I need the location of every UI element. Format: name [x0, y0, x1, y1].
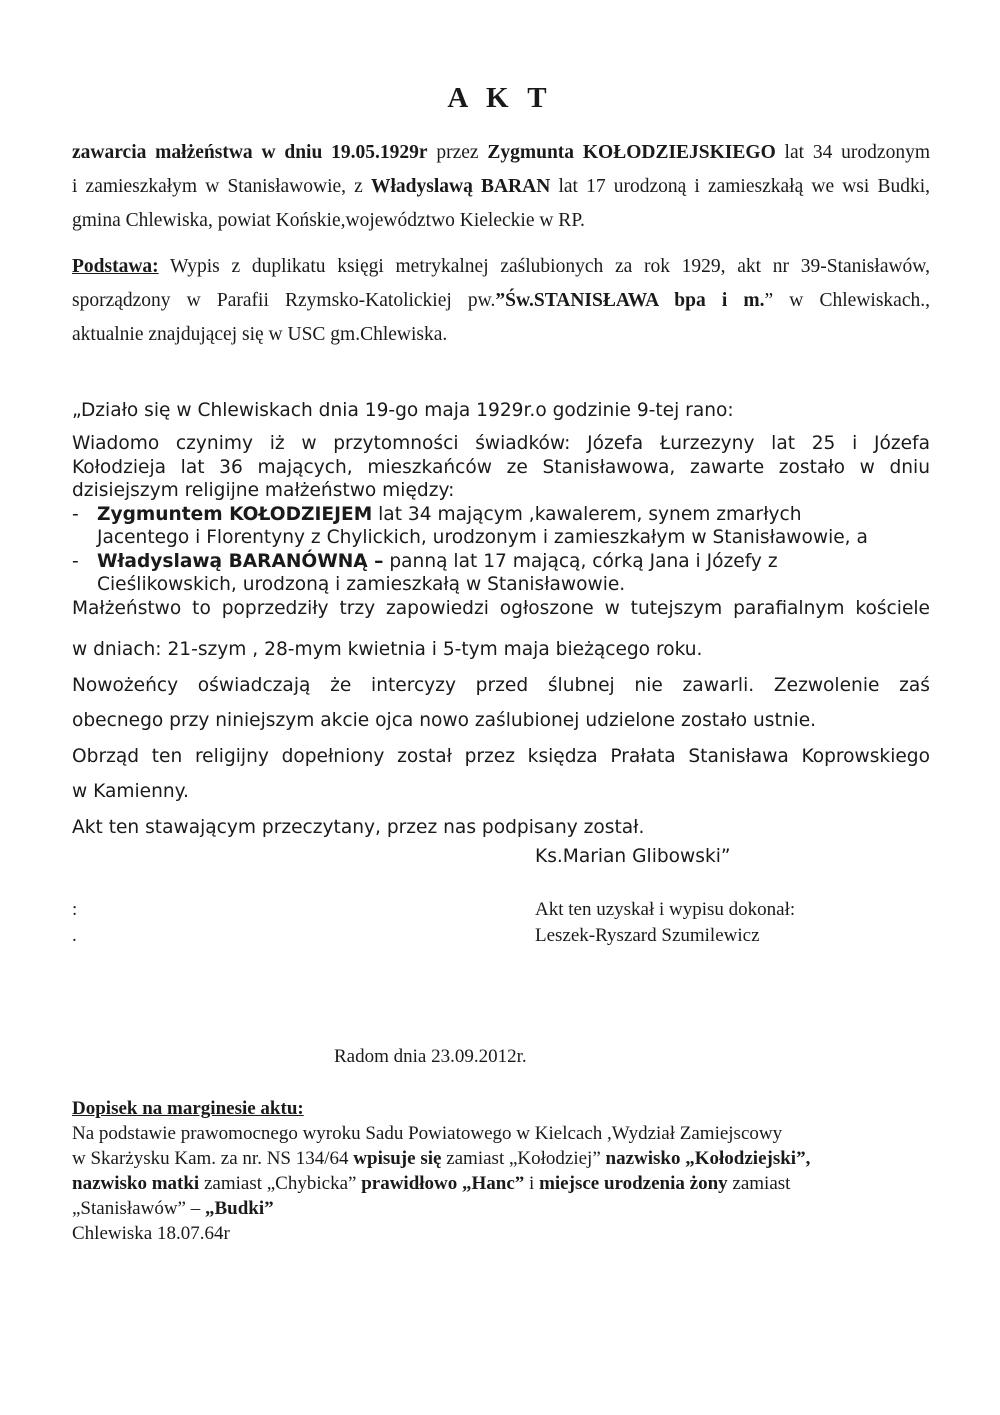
record-opening: „Działo się w Chlewiskach dnia 19-go maja 1929r.o godzinie 9-tej rano:: [72, 400, 734, 421]
bride-name: Władyslawą BARAN: [370, 176, 551, 197]
basis-label: Podstawa:: [72, 256, 159, 277]
issuer-name: Leszek-Ryszard Szumilewicz: [535, 925, 760, 946]
margin-note: Dopisek na marginesie aktu: Na podstawie prawomocnego wyroku Sadu Powiatowego w Kielcach ,Wydział Zamiejscowy w Skarżysku Kam. za nr. NS 134/64 wpisuje się zamiast „Kołodziej” nazwisko „Kołodziejski”, nazwisko matki zamiast „Chybicka” prawidłowo „Hanc” i miejsce urodzenia żony zamiast „Stanisławów” – „Budki” Chlewiska 18.07.64r: [72, 1098, 811, 1244]
document-title: A K T: [447, 82, 553, 114]
record-body-2: w dniach: 21-szym , 28-mym kwietnia i 5-tym maja bieżącego roku. Nowożeńcy oświadczają że intercyzy przed ślubnej nie zawarli. Zezwolenie zaś obecnego przy niniejszym akcie ojca nowo zaślubionej udzielone zostało ustnie. Obrząd ten religijny dopełniony został przez księdza Prałata Stanisława Koprowskiego w Kamienny. Akt ten stawającym przeczytany, przez nas podpisany został.: [72, 639, 930, 838]
margin-note-heading: Dopisek na marginesie aktu:: [72, 1098, 304, 1119]
issuer-block: Akt ten uzyskał i wypisu dokonał: Leszek-Ryszard Szumilewicz: [535, 897, 795, 949]
priest-signature: Ks.Marian Glibowski”: [535, 846, 731, 867]
list-item-groom: - Zygmuntem KOŁODZIEJEM lat 34 mającym ,kawalerem, synem zmarłych Jacentego i Florentyny z Chylickich, urodzonym i zamieszkałym w Stanisławowie, a: [72, 503, 868, 548]
intro-paragraph: zawarcia małżeństwa w dniu 19.05.1929r przez Zygmunta KOŁODZIEJSKIEGO lat 34 urodzonym i zamieszkałym w Stanisławowie, z Władyslawą BARAN lat 17 urodzoną i zamieszkałą we wsi Budki, gmina Chlewiska, powiat Końskie,województwo Kieleckie w RP.: [72, 142, 931, 231]
list-item-bride: - Władyslawą BARANÓWNĄ – panną lat 17 mającą, córką Jana i Józefy z Cieślikowskich, urodzoną i zamieszkałą w Stanisławowie.: [72, 550, 778, 595]
groom-name: Zygmunta KOŁODZIEJSKIEGO: [487, 142, 776, 163]
intro-marriage-date: zawarcia małżeństwa w dniu 19.05.1929r: [72, 142, 428, 163]
record-body-1: Wiadomo czynimy iż w przytomności świadków: Józefa Łurzezyny lat 25 i Józefa Kołodzieja lat 36 mających, mieszkańców ze Stanisławowa, zawarte zostało w dniu dzisiejszym religijne małżeństwo między: - Zygmuntem KOŁODZIEJEM lat 34 mającym ,kawalerem, synem zmarłych Jacentego i Florentyny z Chylickich, urodzonym i zamieszkałym w Stanisławowie, a - Władyslawą BARANÓWNĄ – panną lat 17 mającą, córką Jana i Józefy z Cieślikowskich, urodzoną i zamieszkałą w Stanisławowie. Małżeństwo to poprzedziły trzy zapowiedzi ogłoszone w tutejszym parafialnym kościele: [72, 433, 930, 619]
place-date: Radom dnia 23.09.2012r.: [334, 1046, 527, 1067]
basis-paragraph: Podstawa: Wypis z duplikatu księgi metrykalnej zaślubionych za rok 1929, akt nr 39-Stanisławów, sporządzony w Parafii Rzymsko-Katolickiej pw.”Św.STANISŁAWA bpa i m.” w Chlewiskach., aktualnie znajdującej się w USC gm.Chlewiska.: [72, 256, 930, 345]
issuer-marks: : .: [72, 899, 78, 946]
parish-name: ”Św.STANISŁAWA bpa i m.: [495, 290, 765, 311]
